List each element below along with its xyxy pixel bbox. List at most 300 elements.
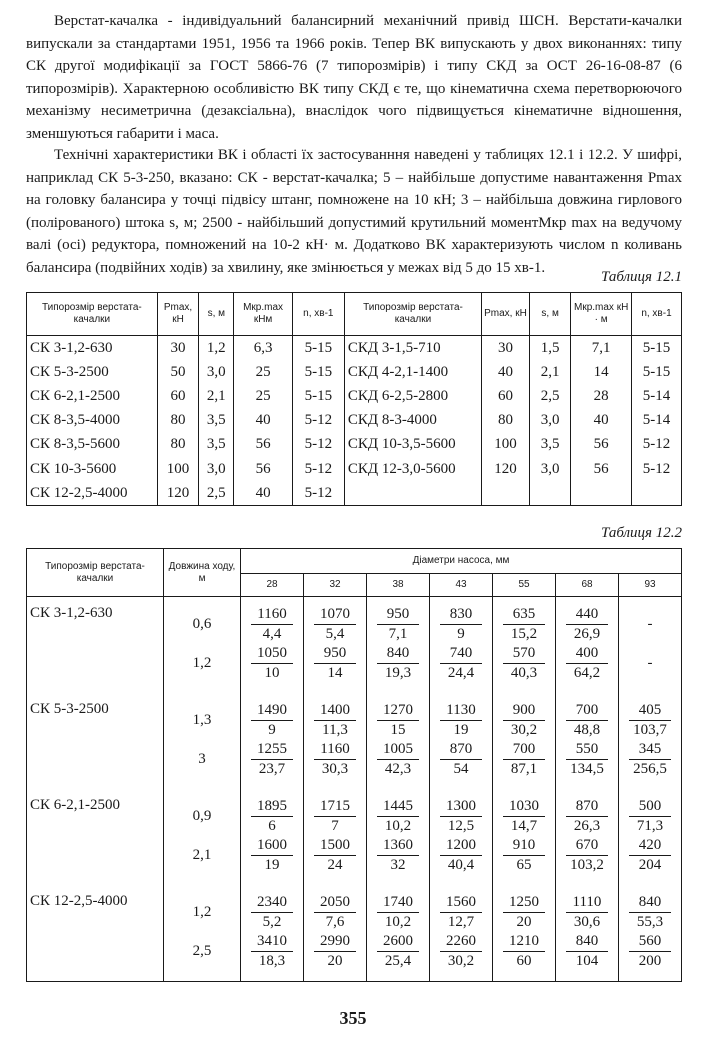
fraction [566,932,608,971]
fraction-numerator: 1005 [377,740,419,760]
cell: СКД 8-3-4000 [344,409,481,433]
fraction-numerator: 1160 [314,740,356,760]
header-mkr-left: Mкр.max кНм [234,293,292,336]
cell: 5-12 [631,457,681,481]
fraction-denominator: 30,2 [510,722,538,738]
fraction-denominator: 204 [638,857,662,873]
cell-value [304,597,367,645]
fraction [377,893,419,932]
fraction [251,893,293,932]
fraction-numerator: 1210 [503,932,545,952]
fraction-numerator: 1200 [440,836,482,856]
fraction [440,836,482,875]
cell: 56 [234,457,292,481]
fraction [629,836,671,875]
cell-value [367,644,430,693]
header-mkr-right: Mкр.max кН · м [571,293,632,336]
fraction-denominator: 256,5 [633,761,667,777]
cell-value [367,885,430,932]
cell-value [430,740,493,789]
cell-value [493,693,556,740]
page-number: 355 [339,1008,367,1028]
stroke-value: 2,1 [192,847,212,863]
cell-value [556,836,619,885]
cell: СК 6-2,1-2500 [27,384,158,408]
fraction-numerator: 1130 [440,701,482,721]
cell: 2,5 [199,481,234,506]
table-header-row [27,549,682,574]
fraction-numerator: 700 [566,701,608,721]
fraction-denominator: 200 [638,953,662,969]
cell: 30 [482,336,530,361]
cell: СКД 4-2,1-1400 [344,360,481,384]
table-row [27,740,682,789]
fraction [251,932,293,971]
cell: 1,5 [529,336,570,361]
table-row [27,789,682,836]
cell-type: СК 3-1,2-630 [27,597,164,645]
cell: 1,2 [199,336,234,361]
cell: 5-15 [292,336,344,361]
fraction-numerator: 1715 [314,797,356,817]
fraction-numerator: 840 [629,893,671,913]
table-12-1-caption: Таблиця 12.1 [601,269,682,285]
cell-value [556,789,619,836]
fraction-denominator: 42,3 [384,761,412,777]
cell [631,481,681,506]
empty-value: - [647,655,653,671]
fraction-numerator: 2990 [314,932,356,952]
cell-value [619,693,682,740]
fraction-denominator: 19,3 [384,665,412,681]
cell: 80 [157,409,198,433]
fraction-numerator: 910 [503,836,545,856]
table-row [27,457,682,481]
cell-value [493,836,556,885]
fraction-denominator: 30,6 [573,914,601,930]
cell-value [619,597,682,645]
cell-value [304,644,367,693]
header-type-left: Типорозмір верстата-качалки [27,293,158,336]
fraction [377,644,419,683]
stroke-value: 0,9 [192,808,212,824]
fraction-denominator: 10,2 [384,914,412,930]
cell-value [619,885,682,932]
fraction-denominator: 54 [453,761,469,777]
cell: 5-12 [292,481,344,506]
fraction-denominator: 30,2 [447,953,475,969]
fraction-numerator: 840 [566,932,608,952]
cell: 2,1 [199,384,234,408]
header-diameter: 38 [367,574,430,597]
fraction [503,893,545,932]
fraction-numerator: 400 [566,644,608,664]
cell-type [27,932,164,982]
fraction [314,701,356,740]
cell: 30 [157,336,198,361]
fraction-numerator: 1255 [251,740,293,760]
fraction [566,893,608,932]
fraction-numerator: 870 [566,797,608,817]
fraction-denominator: 103,7 [633,722,667,738]
fraction-denominator: 10,2 [384,818,412,834]
cell-value [367,693,430,740]
fraction-numerator: 635 [503,605,545,625]
cell-type [27,836,164,885]
fraction [440,797,482,836]
fraction [566,797,608,836]
fraction-denominator: 14 [327,665,343,681]
cell: 14 [571,360,632,384]
fraction [314,797,356,836]
cell: 120 [157,481,198,506]
cell-value [430,789,493,836]
header-diameter: 93 [619,574,682,597]
cell: 2,1 [529,360,570,384]
header-stroke: Довжина ходу, м [164,549,241,597]
fraction [251,836,293,875]
fraction-denominator: 7,1 [388,626,408,642]
table-row [27,885,682,932]
fraction-denominator: 9 [268,722,276,738]
table-row [27,336,682,361]
cell: 5-14 [631,384,681,408]
cell-value [430,885,493,932]
table-row [27,384,682,408]
cell: 3,0 [529,409,570,433]
fraction-numerator: 1160 [251,605,293,625]
cell-value [430,693,493,740]
header-type: Типорозмір верстата-качалки [27,549,164,597]
cell: СК 5-3-2500 [27,360,158,384]
cell-value [619,644,682,693]
fraction [503,701,545,740]
cell [482,481,530,506]
fraction-numerator: 2260 [440,932,482,952]
fraction [629,893,671,932]
cell: 5-15 [631,360,681,384]
cell: 6,3 [234,336,292,361]
cell-value [619,836,682,885]
fraction-denominator: 11,3 [322,722,348,738]
cell [344,481,481,506]
fraction [566,740,608,779]
table-row [27,693,682,740]
cell-value [241,740,304,789]
fraction [314,740,356,779]
cell-value [304,932,367,982]
cell-value [241,932,304,982]
cell-value [430,597,493,645]
fraction [566,605,608,644]
fraction-numerator: 900 [503,701,545,721]
cell: 25 [234,360,292,384]
cell-value [304,885,367,932]
cell: 40 [571,409,632,433]
fraction-denominator: 60 [516,953,532,969]
cell-stroke [164,693,241,740]
table-row [27,644,682,693]
cell-type [27,740,164,789]
cell: 40 [234,481,292,506]
fraction-numerator: 670 [566,836,608,856]
fraction-numerator: 1110 [566,893,608,913]
fraction-denominator: 12,5 [447,818,475,834]
stroke-value: 3 [198,751,206,767]
fraction-numerator: 500 [629,797,671,817]
fraction-numerator: 1445 [377,797,419,817]
fraction-denominator: 19 [264,857,280,873]
cell: 5-12 [292,409,344,433]
fraction-denominator: 71,3 [636,818,664,834]
header-n-left: n, хв-1 [292,293,344,336]
cell: 3,5 [199,433,234,457]
cell-value [493,740,556,789]
fraction-numerator: 1895 [251,797,293,817]
cell-value [556,740,619,789]
cell: 28 [571,384,632,408]
cell-stroke [164,836,241,885]
fraction [314,836,356,875]
fraction [251,605,293,644]
fraction [566,644,608,683]
header-type-right: Типорозмір верстата-качалки [344,293,481,336]
header-diameter: 55 [493,574,556,597]
fraction [314,932,356,971]
cell-value [493,597,556,645]
fraction-denominator: 48,8 [573,722,601,738]
cell [529,481,570,506]
cell: 5-15 [292,360,344,384]
cell: 25 [234,384,292,408]
fraction-denominator: 5,4 [325,626,345,642]
cell: 56 [571,433,632,457]
fraction-numerator: 700 [503,740,545,760]
cell: 5-12 [631,433,681,457]
fraction [314,644,356,683]
fraction-denominator: 55,3 [636,914,664,930]
paragraph-specs: Технічні характеристики ВК і області їх застосуванння наведені у таблицях 12.1 і 12.2. У шифрі, наприклад СК 5-3-250, вказано: СК - верстат-качалка; 5 – найбільше допустиме навантаження Pmax на головку балансира у точці підвісу штанг, помножене на 10 кН; 3 – найбільша довжина гирлового (полірованого) штока s, м; 2500 - найбільший допустимий крутильний моментMкр max на ведучому валі (осі) редуктора, помножений на 10-2 кН· м. Додатково ВК характеризують числом n коливань балансира (подвійних ходів) за хвилину, яке змінюється у межах від 5 до 15 хв-1. [26,147,682,276]
fraction-denominator: 65 [516,857,532,873]
table-row [27,836,682,885]
table-row [27,932,682,982]
fraction [629,701,671,740]
cell: СК 12-2,5-4000 [27,481,158,506]
fraction-numerator: 1270 [377,701,419,721]
fraction [377,740,419,779]
fraction-denominator: 12,7 [447,914,475,930]
header-s-right: s, м [529,293,570,336]
cell-value [619,789,682,836]
fraction [440,701,482,740]
cell-value [241,789,304,836]
cell: СК 10-3-5600 [27,457,158,481]
fraction-denominator: 9 [457,626,465,642]
cell: 60 [157,384,198,408]
cell-value [241,836,304,885]
fraction [629,740,671,779]
stroke-value: 2,5 [192,943,212,959]
header-diameter: 68 [556,574,619,597]
fraction [503,932,545,971]
table-row [27,481,682,506]
fraction [314,893,356,932]
fraction-denominator: 64,2 [573,665,601,681]
fraction-numerator: 1360 [377,836,419,856]
fraction-numerator: 2600 [377,932,419,952]
table-12-2-caption: Таблиця 12.2 [601,525,682,541]
table-header-row [27,293,682,336]
fraction [440,644,482,683]
fraction [251,740,293,779]
cell: 40 [482,360,530,384]
cell: 2,5 [529,384,570,408]
empty-value: - [647,616,653,632]
cell-value [367,597,430,645]
cell-stroke [164,597,241,645]
fraction-denominator: 7 [331,818,339,834]
fraction-numerator: 570 [503,644,545,664]
fraction [251,701,293,740]
cell-type: СК 6-2,1-2500 [27,789,164,836]
fraction [251,644,293,683]
fraction-numerator: 870 [440,740,482,760]
fraction [503,605,545,644]
cell-value [367,932,430,982]
fraction [377,836,419,875]
fraction-denominator: 40,3 [510,665,538,681]
fraction-numerator: 1300 [440,797,482,817]
fraction-denominator: 20 [327,953,343,969]
cell: 120 [482,457,530,481]
cell-value [556,885,619,932]
cell-type [27,644,164,693]
cell-value [619,932,682,982]
cell: 40 [234,409,292,433]
cell-value [241,644,304,693]
cell-value [493,644,556,693]
fraction-numerator: 1560 [440,893,482,913]
cell: 5-12 [292,433,344,457]
cell-value [241,597,304,645]
fraction-numerator: 1050 [251,644,293,664]
cell-value [304,836,367,885]
cell: 3,0 [199,457,234,481]
stroke-value: 1,3 [192,712,212,728]
cell-stroke [164,885,241,932]
cell-value [304,789,367,836]
cell: СКД 6-2,5-2800 [344,384,481,408]
cell [571,481,632,506]
cell-value [493,885,556,932]
fraction-denominator: 25,4 [384,953,412,969]
fraction [503,797,545,836]
paragraph-intro: Верстат-качалка - індивідуальний балансирний механічний привід ШСН. Верстати-качалки випускали за стандартами 1951, 1956 та 1966 років. Тепер ВК випускають у двох виконаннях: типу СК другої модифікації за ГОСТ 5866-76 (7 типорозмірів) і типу СКД за ОСТ 26-16-08-87 (6 типорозмірів). Характерною особливістю ВК типу СКД є те, що кінематична схема перетворюючого механізму несиметрична (дезаксіальна), внаслідок чого підвищується кінематичне відношення, зменшуються габарити і маса. [26,13,682,142]
cell: СК 3-1,2-630 [27,336,158,361]
table-row [27,433,682,457]
header-pmax-right: Pmax, кН [482,293,530,336]
fraction-denominator: 24,4 [447,665,475,681]
cell: СКД 12-3,0-5600 [344,457,481,481]
header-diameters: Діаметри насоса, мм [241,549,682,574]
fraction-numerator: 840 [377,644,419,664]
fraction-numerator: 440 [566,605,608,625]
fraction [377,797,419,836]
cell: 7,1 [571,336,632,361]
cell: 3,0 [199,360,234,384]
fraction-numerator: 1740 [377,893,419,913]
cell: 3,5 [529,433,570,457]
header-pmax-left: Pmax, кН [157,293,198,336]
fraction [251,797,293,836]
fraction-denominator: 4,4 [262,626,282,642]
fraction [503,836,545,875]
cell: 50 [157,360,198,384]
cell-value [430,932,493,982]
cell-value [430,644,493,693]
fraction [629,932,671,971]
fraction-denominator: 30,3 [321,761,349,777]
cell-value [556,693,619,740]
fraction-numerator: 1030 [503,797,545,817]
fraction-denominator: 18,3 [258,953,286,969]
cell-value [367,789,430,836]
header-s-left: s, м [199,293,234,336]
cell: 5-12 [292,457,344,481]
fraction [314,605,356,644]
fraction-numerator: 1490 [251,701,293,721]
cell-value [367,836,430,885]
cell-stroke [164,740,241,789]
cell: 5-15 [292,384,344,408]
table-12-2 [26,548,682,982]
fraction [377,701,419,740]
fraction-denominator: 40,4 [447,857,475,873]
fraction-numerator: 1250 [503,893,545,913]
fraction-numerator: 1600 [251,836,293,856]
stroke-value: 1,2 [192,904,212,920]
cell-value [556,597,619,645]
cell: 56 [571,457,632,481]
fraction-denominator: 15,2 [510,626,538,642]
cell-stroke [164,932,241,982]
header-diameter: 32 [304,574,367,597]
cell-value [493,789,556,836]
fraction-numerator: 3410 [251,932,293,952]
stroke-value: 0,6 [192,616,212,632]
fraction-numerator: 405 [629,701,671,721]
cell: 3,5 [199,409,234,433]
header-diameter: 43 [430,574,493,597]
cell: СК 8-3,5-4000 [27,409,158,433]
cell: СКД 10-3,5-5600 [344,433,481,457]
fraction [629,797,671,836]
fraction-denominator: 19 [453,722,469,738]
cell-value [556,932,619,982]
fraction [440,893,482,932]
cell: 80 [157,433,198,457]
fraction-denominator: 15 [390,722,406,738]
fraction [377,932,419,971]
fraction-numerator: 1070 [314,605,356,625]
table-12-1 [26,292,682,506]
header-diameter: 28 [241,574,304,597]
fraction [566,701,608,740]
fraction-denominator: 23,7 [258,761,286,777]
fraction-denominator: 5,2 [262,914,282,930]
cell: 60 [482,384,530,408]
cell-value [304,693,367,740]
